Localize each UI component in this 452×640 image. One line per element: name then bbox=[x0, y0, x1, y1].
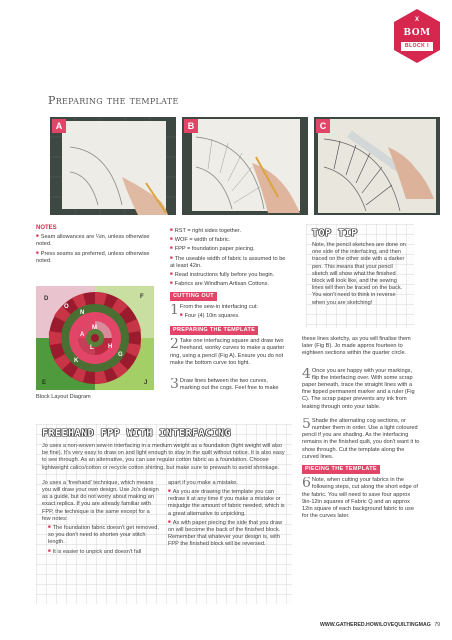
photo-label-c: C bbox=[316, 119, 330, 133]
step-number: 4 bbox=[302, 367, 311, 382]
notes-item: ■ Press seams as preferred, unless otherwise noted. bbox=[36, 249, 164, 265]
abbrev-item: ■ WOF = width of fabric. bbox=[170, 235, 288, 244]
freehand-right-text: apart if you make a mistake. bbox=[168, 479, 238, 486]
notes-block bbox=[36, 225, 164, 265]
diagram-label: N bbox=[80, 310, 85, 316]
freehand-left-column bbox=[42, 480, 160, 556]
top-tip-box bbox=[306, 224, 414, 328]
diagram-label: F bbox=[140, 294, 144, 300]
step-number: 2 bbox=[170, 338, 179, 353]
badge-title: BOM bbox=[403, 28, 431, 38]
diagram-label: E bbox=[42, 380, 47, 386]
photo-label-b: B bbox=[184, 119, 198, 133]
diagram-label: L bbox=[90, 345, 94, 351]
step-4-text: Once you are happy with your markings, flip the interfacing over. With some scrap paper beneath, trace the straight lines with a fine tipped permanent marker and a ruler (Fig C). The scrap paper prevents any ink from leaking through onto your table. bbox=[302, 367, 415, 410]
notes-heading: NOTES bbox=[36, 225, 57, 231]
badge-x: X bbox=[414, 17, 419, 23]
step-5-text: Shade the alternating cog sections, or number them in order. Use a light coloured pencil if you are shading. As the interfacing remains in the finished quilt, you don't want it to show through. Cut the template along the curved lines. bbox=[302, 417, 420, 460]
freehand-bullet: ■ It is easier to unpick and doesn't fall bbox=[42, 547, 160, 556]
cutting-out-heading: CUTTING OUT bbox=[170, 292, 217, 301]
cutting-out-item: ■ Four (4) 10in squares. bbox=[170, 311, 288, 320]
diagram-label: G bbox=[118, 352, 123, 358]
page-number: 79 bbox=[434, 622, 440, 628]
diagram-label: J bbox=[144, 380, 148, 386]
photo-fig-a bbox=[50, 117, 176, 215]
sketching-image bbox=[182, 117, 308, 215]
photo-label-a: A bbox=[52, 119, 66, 133]
abbrev-item: ■ Read instructions fully before you begin. bbox=[170, 270, 288, 279]
block-layout-diagram bbox=[36, 286, 154, 390]
footer-url[interactable]: WWW.GATHERED.HOW/LOVEQUILTINGMAG bbox=[320, 622, 431, 628]
step-number: 5 bbox=[302, 417, 311, 432]
photo-fig-c bbox=[314, 117, 440, 215]
notes-item: ■ Seam allowances are ¼in, unless otherwise noted. bbox=[36, 232, 164, 248]
abbrev-item: ■ The useable width of fabric is assumed to be at least 42in. bbox=[170, 254, 288, 270]
diagram-label: D bbox=[44, 296, 49, 302]
abbrev-block bbox=[170, 226, 288, 288]
cutting-out-block bbox=[170, 292, 288, 321]
column-3 bbox=[302, 336, 420, 520]
preparing-block bbox=[170, 326, 288, 392]
abbrev-item: ■ RST = right sides together. bbox=[170, 226, 288, 235]
top-tip-text: Note, the pencil sketches are done on one side of the interfacing, and then traced on the other side with a darker pen. This means that your pencil sketch will show what the finished block will look like, and the sewing lines will then be traced on the back. You won't need to think in reverse when you are sketching! bbox=[312, 242, 406, 306]
step-3-continued: these lines sketchy, as you will finalise them later (Fig B). Jo made approx fourteen to eighteen sections within the quarter circle. bbox=[302, 336, 411, 357]
step-number: 1 bbox=[170, 304, 179, 319]
diagram-caption: Block Layout Diagram bbox=[36, 394, 91, 400]
freehand-bullet: ■ The foundation fabric doesn't get removed, so you don't need to shorten your stitch length. bbox=[42, 523, 160, 547]
diagram-label: M bbox=[92, 325, 97, 331]
step-number: 6 bbox=[302, 477, 311, 492]
piecing-heading: PIECING THE TEMPLATE bbox=[302, 465, 380, 474]
photo-fig-b bbox=[182, 117, 308, 215]
freehand-title: FREEHAND FPP WITH INTERFACING bbox=[42, 428, 232, 439]
freehand-bullet: ■ As with paper piecing the side that you draw on will become the back of the finished block. Remember that whatever your design is, with FPP the finished block will be reversed. bbox=[168, 518, 286, 549]
step-number: 3 bbox=[170, 378, 179, 393]
bom-badge bbox=[392, 8, 442, 64]
freehand-left-text: Jo uses a 'freehand' technique, which means you will draw your own design. Use Jo's design as a guide, but do not worry about making an exact replica. If you are already familiar with FPP, the technique is the same except for a few notes: bbox=[42, 479, 159, 522]
tracing-image bbox=[314, 117, 440, 215]
badge-subtitle: BLOCK I bbox=[401, 42, 433, 51]
freehand-right-column bbox=[168, 480, 286, 556]
freehand-bullet: ■ As you are drawing the template you can redraw it at any time if you make a mistake or misjudge the amount of fabric needed, which is a great alternative to unpicking. bbox=[168, 487, 286, 518]
footer bbox=[300, 622, 440, 628]
step-3-text: Draw lines between the two curves, marking out the cogs. Feel free to make bbox=[179, 378, 279, 392]
abbrev-item: ■ Fabrics are Windham Artisan Cottons. bbox=[170, 279, 288, 288]
abbrev-item: ■ FPP = foundation paper piecing. bbox=[170, 244, 288, 253]
cutting-out-text: From the sew-in interfacing cut: bbox=[179, 304, 258, 311]
diagram-label: A bbox=[80, 332, 85, 338]
diagram-label: O bbox=[64, 304, 69, 310]
cutting-mat-image bbox=[50, 117, 176, 215]
quilt-block-diagram bbox=[36, 286, 154, 390]
step-2-text: Take one interfacing square and draw two freehand, wonky curves to make a quarter ring, using a pencil (Fig A). Ensure you do not make the bottom curve too tight. bbox=[170, 338, 285, 366]
freehand-fpp-box bbox=[36, 424, 292, 604]
diagram-label: K bbox=[74, 358, 79, 364]
preparing-heading: PREPARING THE TEMPLATE bbox=[170, 326, 258, 335]
freehand-intro: Jo uses a non-woven sew-in interfacing in a medium weight as a foundation (light weight will also be fine). It's very easy to draw on and light enough to stay in the quilt without notice. It is also easy to see through. As an alternative, you can use regular cotton fabric as a foundation. Choose lightweight calico/cotton or recycle cotton shirting, but make sure to prewash to avoid shrinkage. bbox=[42, 443, 285, 471]
top-tip-title: TOP TIP bbox=[312, 228, 358, 239]
step-6-text: Note, when cutting your fabrics in the following steps, cut along the short edge of the fabric. You will need to save four approx 9in-12in squares of Fabric Q and an approx 12in square of each background fabric to use for the curves later. bbox=[302, 477, 418, 520]
section-title: Preparing the template bbox=[48, 94, 179, 107]
diagram-label: H bbox=[108, 344, 113, 350]
